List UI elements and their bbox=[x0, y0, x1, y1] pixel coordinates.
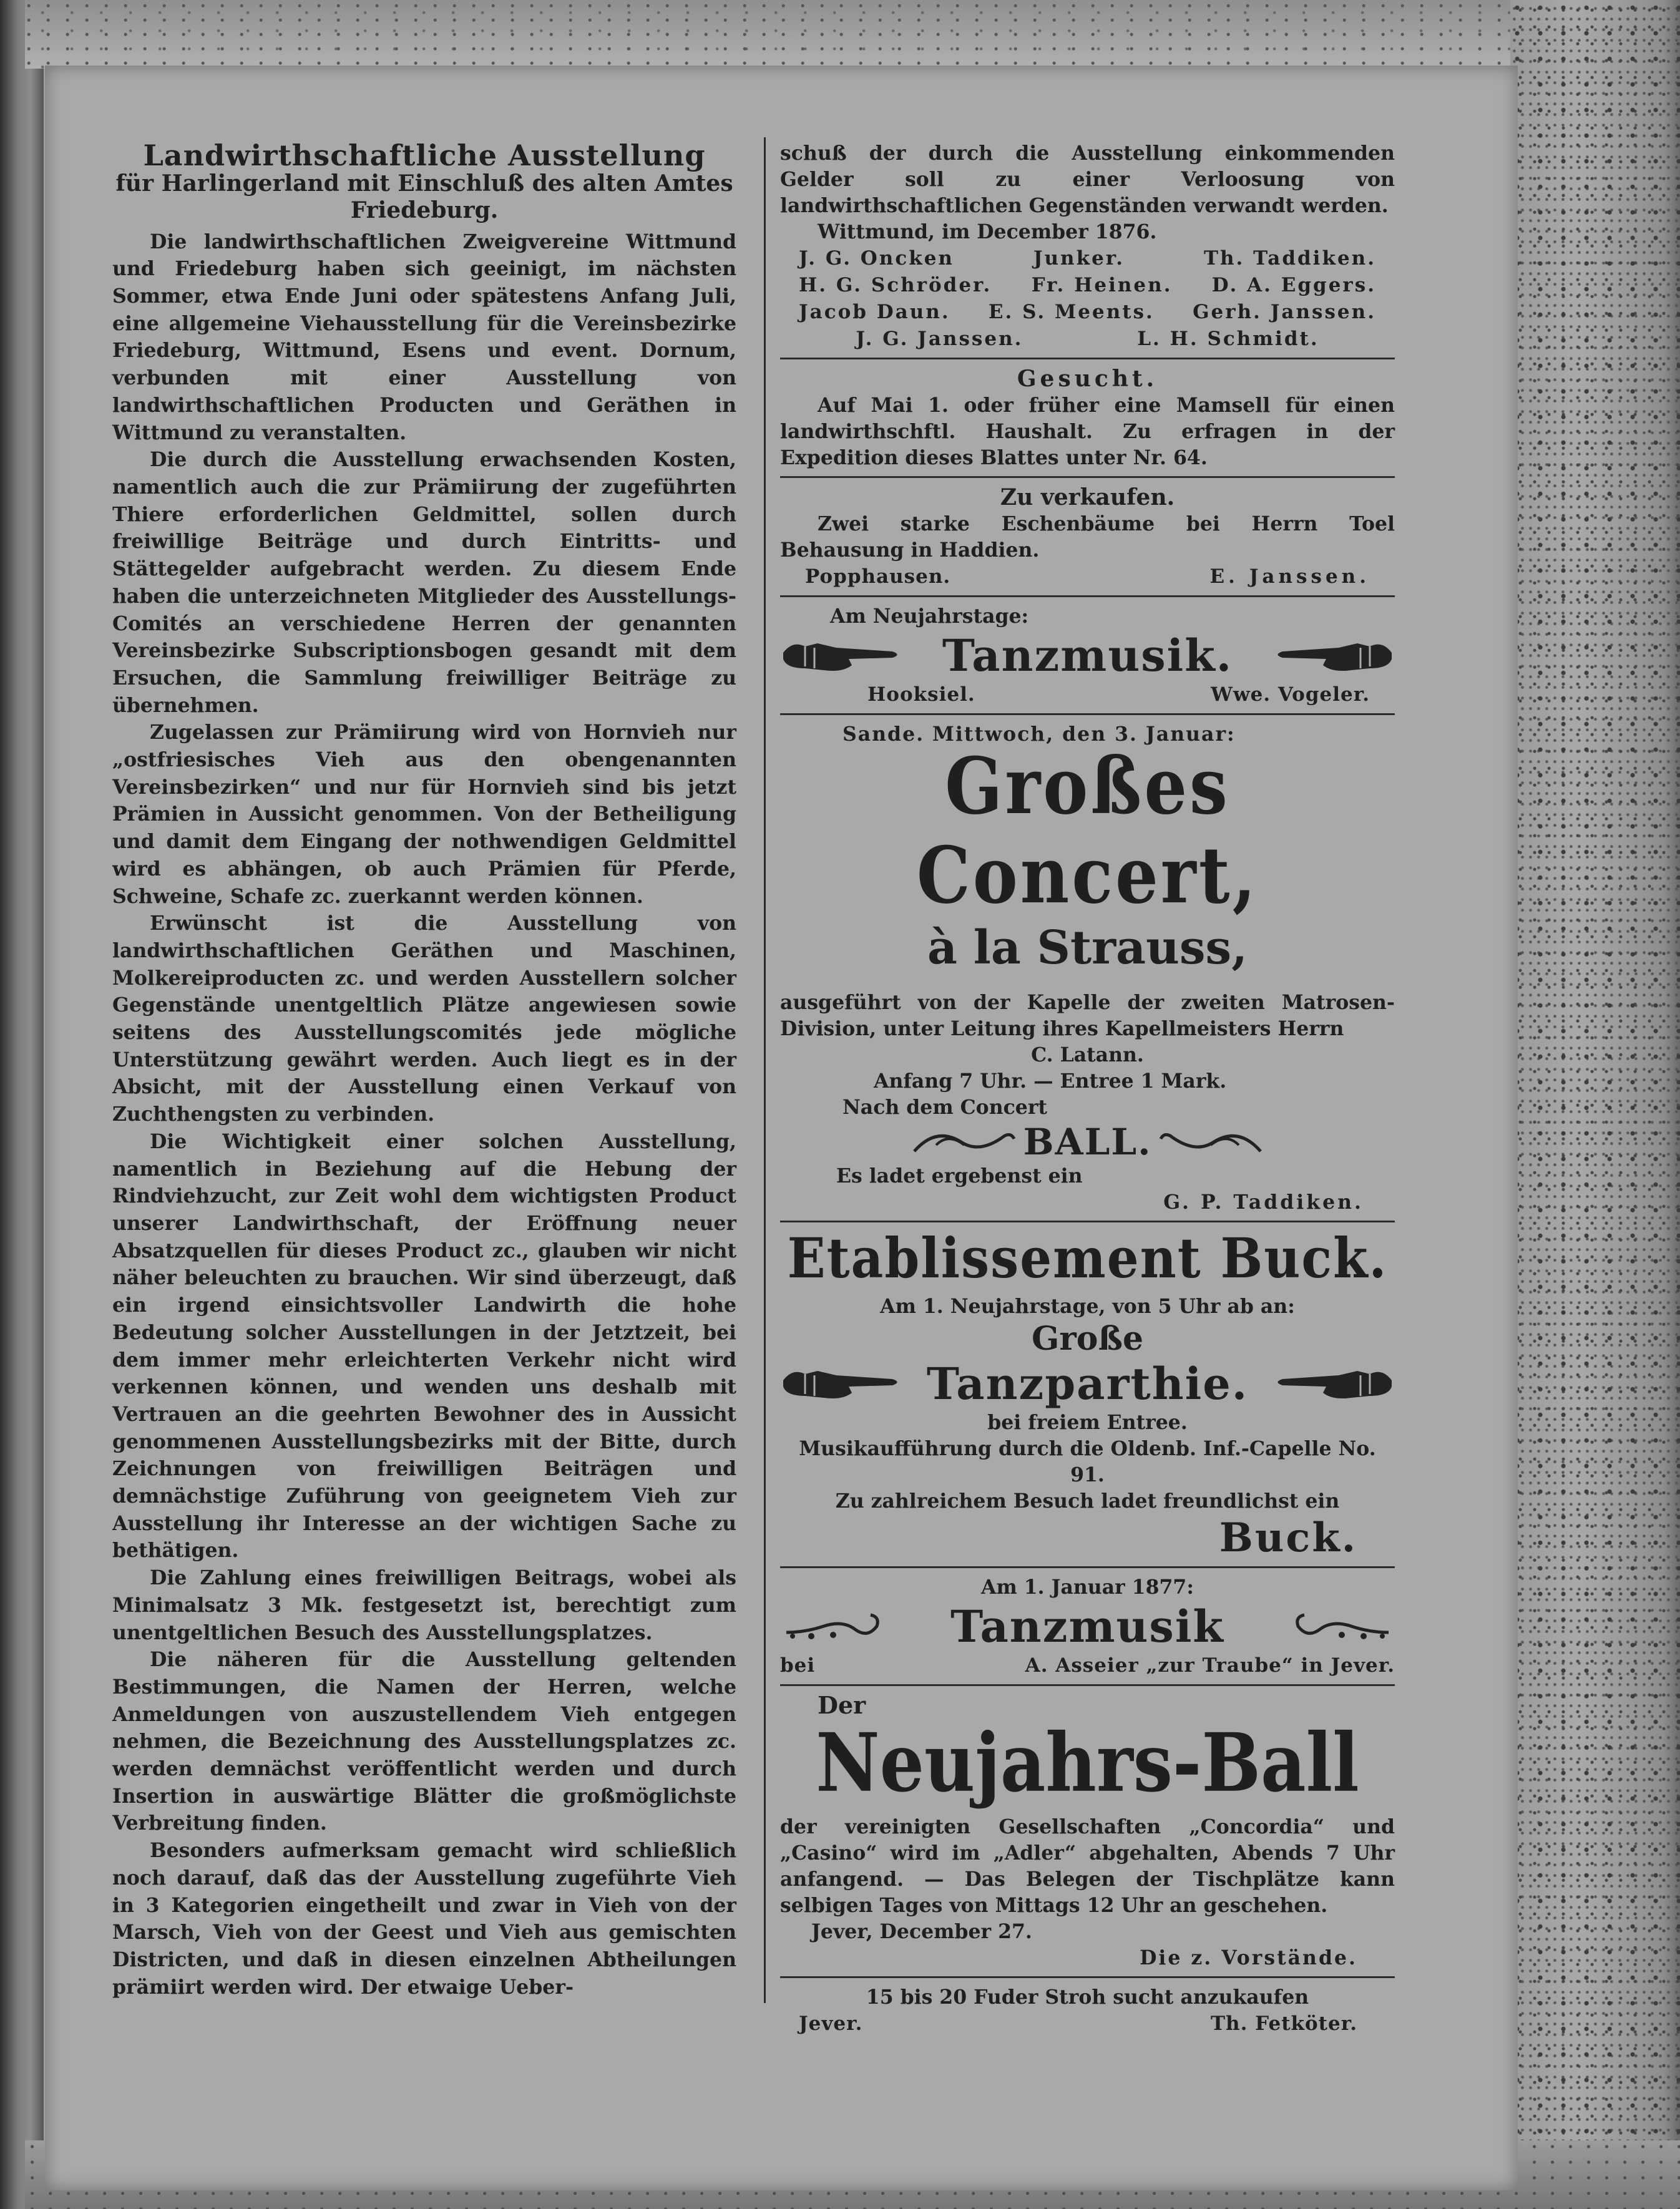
ad-text-stroh: 15 bis 20 Fuder Stroh sucht anzukaufen bbox=[866, 1985, 1309, 2009]
section-rule bbox=[780, 1566, 1395, 1568]
pointing-hand-right-icon bbox=[780, 1362, 905, 1405]
pointing-hand-right-icon bbox=[780, 634, 905, 678]
traube-bei: bei bbox=[780, 1654, 816, 1677]
signature: J. G. Janssen. bbox=[856, 328, 1023, 350]
dateline: Wittmund, im December 1876. bbox=[818, 220, 1157, 243]
signature: J. G. Oncken bbox=[799, 247, 954, 270]
ad-text-neujahrsball: der vereinigten Gesellschaften „Concordia“ und „Casino“ wird im „Adler“ abgehalten, Abends 7 Uhr anfangend. — Das Belegen der Tischplätze kann selbigen Tages von Mittags 12 Uhr an geschehen. bbox=[780, 1815, 1395, 1917]
ad-title-gesucht: Gesucht. bbox=[1017, 366, 1158, 392]
ad-title-concert: Großes Concert, bbox=[916, 741, 1259, 922]
traube-host: A. Asseier „zur Traube“ in Jever. bbox=[1025, 1654, 1395, 1677]
buck-date: Am 1. Neujahrstage, von 5 Uhr ab an: bbox=[880, 1294, 1295, 1318]
signature: D. A. Eggers. bbox=[1211, 274, 1376, 296]
buck-invite: Zu zahlreichem Besuch ladet freundlichst ein bbox=[835, 1489, 1340, 1513]
traube-date: Am 1. Januar 1877: bbox=[981, 1575, 1194, 1599]
signature: Fr. Heinen. bbox=[1031, 274, 1173, 296]
signature-row bbox=[799, 299, 1376, 326]
scroll-ornament-left-icon bbox=[780, 1607, 886, 1645]
ad-title-buck: Etablissement Buck. bbox=[787, 1225, 1388, 1290]
signature: Gerh. Janssen. bbox=[1193, 301, 1376, 323]
ad-footer-verkaufen bbox=[780, 563, 1395, 590]
article-paragraph: Besonders aufmerksam gemacht wird schließlich noch darauf, daß das der Ausstellung zugeführte Vieh in 3 Kategorien eingetheilt und zwar in Vieh von der Marsch, Vieh von der Geest und Vieh aus gemischten Districten, und daß in diesen einzelnen Abtheilungen prämiirt werden wird. Der etwaige Ueber- bbox=[112, 1839, 736, 1999]
buck-music: Musikaufführung durch die Oldenb. Inf.-Capelle No. 91. bbox=[799, 1436, 1376, 1486]
page-right-edge bbox=[1510, 0, 1680, 2209]
signature: E. S. Meents. bbox=[988, 301, 1155, 323]
article-subtitle: für Harlingerland mit Einschluß des alten Amtes Friedeburg. bbox=[115, 170, 733, 224]
stroh-footer bbox=[780, 2011, 1395, 2037]
flourish-right-icon bbox=[1158, 1123, 1264, 1161]
section-rule bbox=[780, 595, 1395, 597]
signature-row bbox=[799, 272, 1376, 299]
article-paragraph: Die näheren für die Ausstellung geltenden Bestimmungen, die Namen der Herren, welche Anmeldungen von auszustellendem Vieh entgegen nehmen, die Bezeichnung des Ausstellungsplatzes zc. werden demnächst veröffentlicht werden und durch Insertion in auswärtige Blätter die großmöglichste Verbreitung finden. bbox=[112, 1648, 736, 1835]
ball-banner bbox=[780, 1121, 1395, 1163]
ad-footer-tanzmusik bbox=[780, 681, 1395, 708]
signature: Jacob Daun. bbox=[799, 301, 950, 323]
article-paragraph: Die durch die Ausstellung erwachsenden Kosten, namentlich auch die zur Prämiirung der zugeführten Thiere erforderlichen Geldmittel, sollen durch freiwillige Beiträge und durch Eintritts- und Stättegelder aufgebracht werden. Zu diesem Ende haben die unterzeichneten Mitglieder des Ausstellungs-Comités an verschiedene Herren der genannten Vereinsbezirke Subscriptionsbogen gesandt mit dem Ersuchen, die Sammlung freiwilliger Beiträge zu übernehmen. bbox=[112, 448, 736, 717]
ad-signer: Wwe. Vogeler. bbox=[1211, 683, 1370, 706]
tanzmusik-banner bbox=[780, 630, 1395, 681]
ad-signer: Th. Fetköter. bbox=[1210, 2012, 1357, 2035]
traube-footer bbox=[780, 1652, 1395, 1679]
buck-grosse: Große bbox=[1031, 1319, 1144, 1358]
ad-text-verkaufen: Zwei starke Eschenbäume bei Herrn Toel Behausung in Haddien. bbox=[780, 512, 1395, 562]
ad-signer: E. Janssen. bbox=[1209, 565, 1370, 588]
ad-place: Hooksiel. bbox=[867, 683, 975, 706]
ad-text-gesucht: Auf Mai 1. oder früher eine Mamsell für einen landwirthschftl. Haushalt. Zu erfragen in der Expedition dieses Blattes unter Nr. 64. bbox=[780, 394, 1395, 470]
scroll-ornament-right-icon bbox=[1289, 1607, 1395, 1645]
article-paragraph: Die Wichtigkeit einer solchen Ausstellung, namentlich in Beziehung auf die Hebung der Rindviehzucht, zur Zeit wohl dem wichtigsten Product unserer Landwirthschaft, der Eröffnung neuer Absatzquellen für dieses Product zc., glauben wir nicht näher beleuchten zu brauchen. Wir sind überzeugt, daß ein irgend einsichtsvoller Landwirth die hohe Bedeutung solcher Ausstellungen in der Jetztzeit, bei dem immer mehr erleichterten Verkehr nicht wird verkennen können, und wenden uns deshalb mit Vertrauen an die geehrten Bewohner des in Aussicht genommenen Ausstellungsbezirks mit der Bitte, durch Zeichnungen von freiwilligen Beiträgen und demnächstige Zuführung von geeignetem Vieh zur Ausstellung ihr Interesse an der wichtigen Sache zu bethätigen. bbox=[112, 1129, 736, 1563]
signature: Junker. bbox=[1033, 247, 1125, 270]
article-continuation: schuß der durch die Ausstellung einkommenden Gelder soll zu einer Verloosung von landwirthschaftlichen Gegenständen verwandt werden. bbox=[780, 142, 1395, 217]
concert-host: G. P. Taddiken. bbox=[1163, 1190, 1364, 1214]
buck-free: bei freiem Entree. bbox=[987, 1410, 1188, 1434]
signature: H. G. Schröder. bbox=[799, 274, 992, 296]
article-paragraph: Zugelassen zur Prämiirung wird von Hornvieh nur „ostfriesisches Vieh aus den obengenannten Vereinsbezirken“ und nur für Hornvieh sind bis jetzt Prämien in Aussicht genommen. Von der Betheiligung und damit dem Eingang der nothwendigen Geldmittel wird es abhängen, ob auch Prämien für Pferde, Schweine, Schafe zc. zuerkannt werden können. bbox=[112, 721, 736, 908]
section-rule bbox=[780, 1976, 1395, 1978]
page-top-edge bbox=[25, 0, 1680, 69]
signature-row bbox=[799, 245, 1376, 272]
signature: Th. Taddiken. bbox=[1203, 247, 1376, 270]
traube-banner bbox=[780, 1601, 1395, 1652]
signature-block bbox=[780, 245, 1395, 353]
section-rule bbox=[780, 713, 1395, 715]
signature-row bbox=[799, 326, 1376, 353]
ad-title-traube: Tanzmusik bbox=[950, 1600, 1224, 1652]
ad-title-verkaufen: Zu verkaufen. bbox=[1000, 484, 1175, 511]
ad-text-concert: ausgeführt von der Kapelle der zweiten Matrosen-Division, unter Leitung ihres Kapellmeisters Herrn bbox=[780, 990, 1395, 1040]
article-paragraph: Die Zahlung eines freiwilligen Beitrags, wobei als Minimalsatz 3 Mk. festgesetzt ist, berechtigt zum unentgeltlichen Besuch des Ausstellungsplatzes. bbox=[112, 1566, 736, 1644]
article-paragraph: Die landwirthschaftlichen Zweigvereine Wittmund und Friedeburg haben sich geeinigt, im nächsten Sommer, etwa Ende Juni oder spätestens Anfang Juli, eine allgemeine Viehausstellung für die Vereinsbezirke Friedeburg, Wittmund, Esens und event. Dornum, verbunden mit einer Ausstellung von landwirthschaftlichen Producten und Geräthen in Wittmund zu veranstalten. bbox=[112, 230, 736, 444]
ad-title-neujahrsball: Neujahrs-Ball bbox=[816, 1715, 1359, 1810]
neujahrsball-sign: Die z. Vorstände. bbox=[1140, 1946, 1357, 1969]
article-title: Landwirthschaftliche Ausstellung bbox=[143, 139, 706, 172]
ad-place: Jever. bbox=[799, 2012, 863, 2035]
ad-pre-concert: Sande. Mittwoch, den 3. Januar: bbox=[842, 723, 1236, 746]
book-spine bbox=[0, 0, 44, 2209]
section-rule bbox=[780, 1221, 1395, 1222]
ad-title-tanzmusik: Tanzmusik. bbox=[942, 630, 1233, 682]
ad-event-buck: Tanzparthie. bbox=[926, 1357, 1249, 1410]
pointing-hand-left-icon bbox=[1270, 1362, 1395, 1405]
section-rule bbox=[780, 358, 1395, 359]
column-divider bbox=[764, 137, 766, 2003]
article-paragraph: Erwünscht ist die Ausstellung von landwirthschaftlichen Geräthen und Maschinen, Molkereiproducten zc. und werden Ausstellern solcher Gegenstände unentgeltlich Plätze angewiesen sowie seitens des Ausstellungscomités jede mögliche Unterstützung gewährt werden. Auch liegt es in der Absicht, mit der Ausstellung einen Verkauf von Zuchthengsten zu verbinden. bbox=[112, 912, 736, 1126]
concert-times: Anfang 7 Uhr. — Entree 1 Mark. bbox=[874, 1069, 1227, 1093]
conductor-name: C. Latann. bbox=[1031, 1043, 1144, 1066]
left-column bbox=[112, 140, 736, 2001]
ad-subtitle-concert: à la Strauss, bbox=[927, 920, 1248, 975]
pointing-hand-left-icon bbox=[1270, 634, 1395, 678]
concert-after: Nach dem Concert bbox=[842, 1095, 1047, 1119]
right-column bbox=[780, 140, 1395, 2037]
neujahrsball-der: Der bbox=[818, 1690, 866, 1719]
concert-invite: Es ladet ergebenst ein bbox=[836, 1164, 1083, 1187]
neujahrsball-dateline: Jever, December 27. bbox=[811, 1919, 1032, 1943]
ad-place: Popphausen. bbox=[805, 565, 951, 588]
section-rule bbox=[780, 1684, 1395, 1686]
flourish-left-icon bbox=[911, 1123, 1017, 1161]
section-rule bbox=[780, 476, 1395, 478]
ad-title-ball: BALL. bbox=[1023, 1120, 1152, 1163]
signature: L. H. Schmidt. bbox=[1137, 328, 1319, 350]
buck-name: Buck. bbox=[1219, 1514, 1357, 1561]
tanzparthie-banner bbox=[780, 1358, 1395, 1410]
ad-pre-tanzmusik: Am Neujahrstage: bbox=[830, 605, 1029, 628]
